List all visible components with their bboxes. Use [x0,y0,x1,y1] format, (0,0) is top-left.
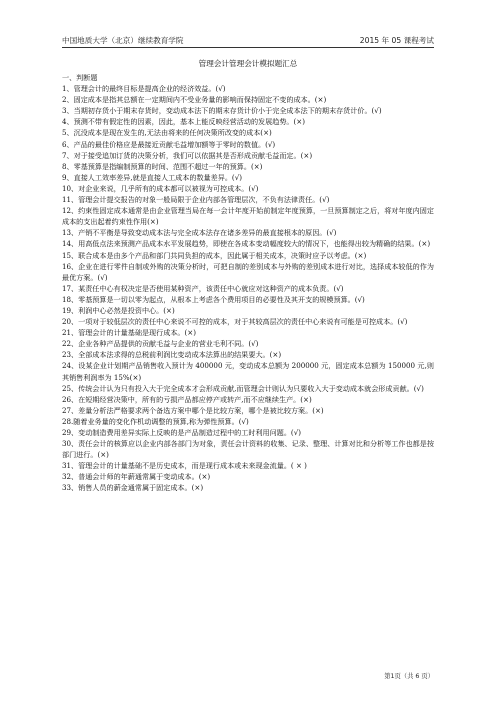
page-header [62,32,434,46]
question-item: 19、利润中心必然是投资中心。(×) [62,305,175,315]
question-item: 29、变动制造费用差异实际上反映的是产品制造过程中的工时利用问题。(√) [62,428,301,437]
question-item: 28.随着业务量的变化作机动调整的预算,称为弹性预算。(√) [62,416,249,426]
question-item: 26、在短期经营决策中，所有的亏损产品都应停产或转产,而不应继续生产。(×) [62,394,312,404]
question-item: 33、销售人员的薪金通常属于固定成本。(×) [62,483,204,493]
question-item: 22、企业各种产品提供的贡献毛益与企业的营业毛利不同。(√) [62,339,259,349]
question-item: 17、某责任中心有权决定是否使用某种资产，该责任中心就应对这种资产的成本负责。(√) [62,283,344,293]
question-item: 3、当期初存货小于期末存货时，变动成本法下的期末存货计价小于完全成本法下的期末存货计价。(√) [62,106,382,116]
document-title: 管理会计管理会计模拟题汇总 [198,59,298,68]
question-item: 12、约束性固定成本通常是由企业管理当局在每一会计年度开始前制定年度预算，一旦预算制定之后，将对年度内固定成本的支出起着约束性作用(×) [62,206,434,227]
document-body [62,72,434,494]
question-item: 7、对于接受追加订货的决策分析，我们可以依据其是否形成贡献毛益而定。(×) [62,150,313,160]
header-exam-term: 2015 年 05 课程考试 [359,36,434,45]
question-item: 25、传统会计认为只有投入大于完全成本才会形成贡献,而管理会计则认为只要收入大于变动成本就会形成贡献。(√) [62,383,424,393]
question-item: 23、全部成本法求得的总税前利润比变动成本法算出的结果要大。(×) [62,350,282,360]
page-number: 第1页（共 6 页） [384,673,434,680]
question-item: 21、管理会计的计量基础是现行成本。(×) [62,328,197,338]
question-item: 27、差量分析法严格要求两个备选方案中哪个是比较方案，哪个是被比较方案。(×) [62,405,324,415]
question-item: 15、联合成本是由多个产品和部门共同负担的成本，因此属于相关成本，决策时应予以考虑。(×) [62,250,367,260]
section-heading: 一、判断题 [62,73,98,82]
question-item: 6、产品的最佳价格应是最接近贡献毛益增加额等于零时的数值。(√) [62,139,276,149]
question-item: 30、责任会计的核算应以企业内部各部门为对象，责任会计资料的收集、记录、整理、计算对比和分析等工作也都是按部门进行。(×) [62,439,434,460]
question-item: 9、直接人工效率差异,就是直接人工成本的数量差异。(√) [62,172,242,182]
question-item: 32、普通会计师的年薪通常属于变动成本。(×) [62,472,211,482]
header-institution: 中国地质大学（北京）继续教育学院 [62,36,184,45]
question-item: 24、设某企业计划期产品销售收入预计为 400000 元，变动成本总额为 200000 元，固定成本总额为 150000 元,则其销售利润率为 15%(×) [62,361,434,382]
question-item: 4、预测不带有假定性的因素，因此，基本上能反映经营活动的发展趋势。(×) [62,117,305,127]
question-item: 10、对企业来说，几乎所有的成本都可以被视为可控成本。(√) [62,183,259,193]
header-rule [62,47,434,48]
question-item: 14、用高低点法来预测产品成本水平发展趋势，即使在各成本变动幅度较大的情况下，也能得出较为精确的结果。(×) [62,239,431,249]
question-item: 13、产销不平衡是导致变动成本法与完全成本法存在诸多差异的最直接根本的原因。(√) [62,228,337,238]
question-item: 11、管理会计提交报告的对象一般局限于企业内部各管理层次，不负有法律责任。(√) [62,195,330,205]
question-item: 18、零基预算是一切以零为起点，从根本上考虑各个费用项目的必要性及其开支的规模预算。(√) [62,294,365,304]
question-item: 16、企业在进行零件自制或外购的决策分析时，可把自制的差别成本与外购的差别成本进行对比，选择成本较低的作为最优方案。(√) [62,261,434,282]
question-item: 5、沉没成本是现在发生的,无法由将来的任何决策所改变的成本(×) [62,128,272,138]
question-item: 31、管理会计的计量基础不是历史成本，而是现行成本或未来现金流量。( × ) [62,461,307,471]
question-item: 2、固定成本是指其总额在一定期间内不受业务量的影响而保持固定不变的成本。(×) [62,95,327,105]
question-item: 20、一项对于较低层次的责任中心来说不可控的成本，对于其较高层次的责任中心来说有可能是可控成本。(√) [62,317,408,327]
question-item: 8、零基预算是指编制预算的时间、范围不超过一年的预算。(×) [62,161,263,171]
question-item: 1、管理会计的最终目标是提高企业的经济效益。(√) [62,84,226,94]
